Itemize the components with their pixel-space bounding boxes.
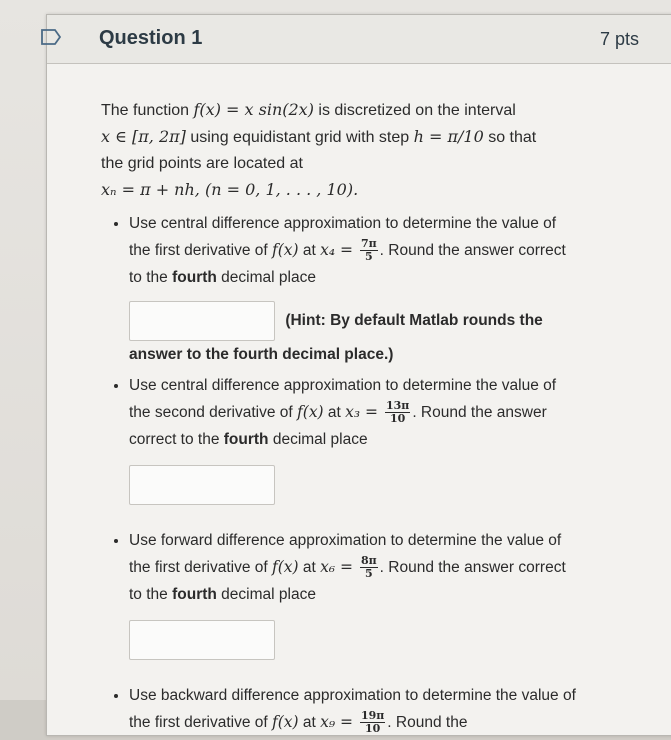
answer-input-1[interactable] [129,301,275,341]
answer-row [129,620,581,660]
item-text-end: decimal place [216,586,316,603]
question-points: 7 pts [599,29,639,49]
item-fraction [360,555,378,580]
item-point: x₄ = [320,241,358,259]
fraction-numerator: 7π [360,237,377,251]
item-text: Use forward difference approximation to determine the value of the first derivative of [129,532,562,576]
item-bold: fourth [223,431,269,448]
intro-text-4: so that [483,129,537,146]
item-point: x₆ = [320,558,358,576]
answer-row [129,465,581,505]
answer-input-2[interactable] [129,465,275,505]
intro-text-2: is discretized on the interval [313,102,516,119]
fraction-numerator: 8π [360,554,377,568]
item-fx: f(x) [272,558,299,576]
question-header [47,15,671,64]
item-point: x₃ = [345,403,383,421]
fraction-numerator: 19π [360,709,385,723]
item-point: x₉ = [320,713,358,731]
list-item [129,527,581,660]
hint-text: (Hint: By default Matlab rounds the answer to the fourth decimal place.) [129,312,543,363]
intro-interval: x ∈ [π, 2π] [101,127,186,146]
item-text: Use central difference approximation to determine the value of the first derivative of [129,215,557,259]
item-text-post: . Round the answer correct to the [129,559,566,603]
item-text: Use central difference approximation to determine the value of the second derivative of [129,377,557,421]
item-fx: f(x) [272,713,299,731]
list-item [129,210,581,368]
item-fx: f(x) [297,403,324,421]
item-text-post: . Round the [387,714,468,731]
task-list [101,210,581,736]
item-text-post: . Round the answer correct to the [129,242,566,286]
item-at: at [323,404,346,421]
intro-text [101,97,581,204]
question-title: Question 1 [99,27,203,49]
intro-step: h = π/10 [413,127,484,146]
intro-text-3: using equidistant grid with step [185,129,414,146]
intro-text-1: The function [101,102,194,119]
item-text-post: . Round the answer correct to the [129,404,547,448]
fraction-denominator: 5 [364,250,373,264]
list-item [129,372,581,505]
fraction-denominator: 10 [364,722,381,736]
item-bold: fourth [172,269,217,286]
item-bold: fourth [172,586,217,603]
item-at: at [298,714,321,731]
intro-function: f(x) = x sin(2x) [193,100,314,119]
item-at: at [298,242,321,259]
fraction-denominator: 5 [364,567,373,581]
item-fx: f(x) [272,241,299,259]
item-text: Use backward difference approximation to determine the value of the first derivative of [129,687,576,731]
list-item [129,682,581,736]
fraction-numerator: 13π [385,399,410,413]
item-fraction [360,710,385,735]
item-fraction [360,238,378,263]
item-at: at [298,559,321,576]
intro-text-5: the grid points are located at [101,155,303,172]
item-fraction [385,400,410,425]
answer-row [129,301,581,368]
question-card [46,14,671,736]
answer-input-3[interactable] [129,620,275,660]
intro-grid: xₙ = π + nh, (n = 0, 1, . . . , 10). [101,180,359,199]
item-text-end: decimal place [216,269,316,286]
fraction-denominator: 10 [389,412,406,426]
bookmark-flag-icon[interactable] [41,29,59,43]
item-text-end: decimal place [268,431,368,448]
question-body [101,97,581,740]
